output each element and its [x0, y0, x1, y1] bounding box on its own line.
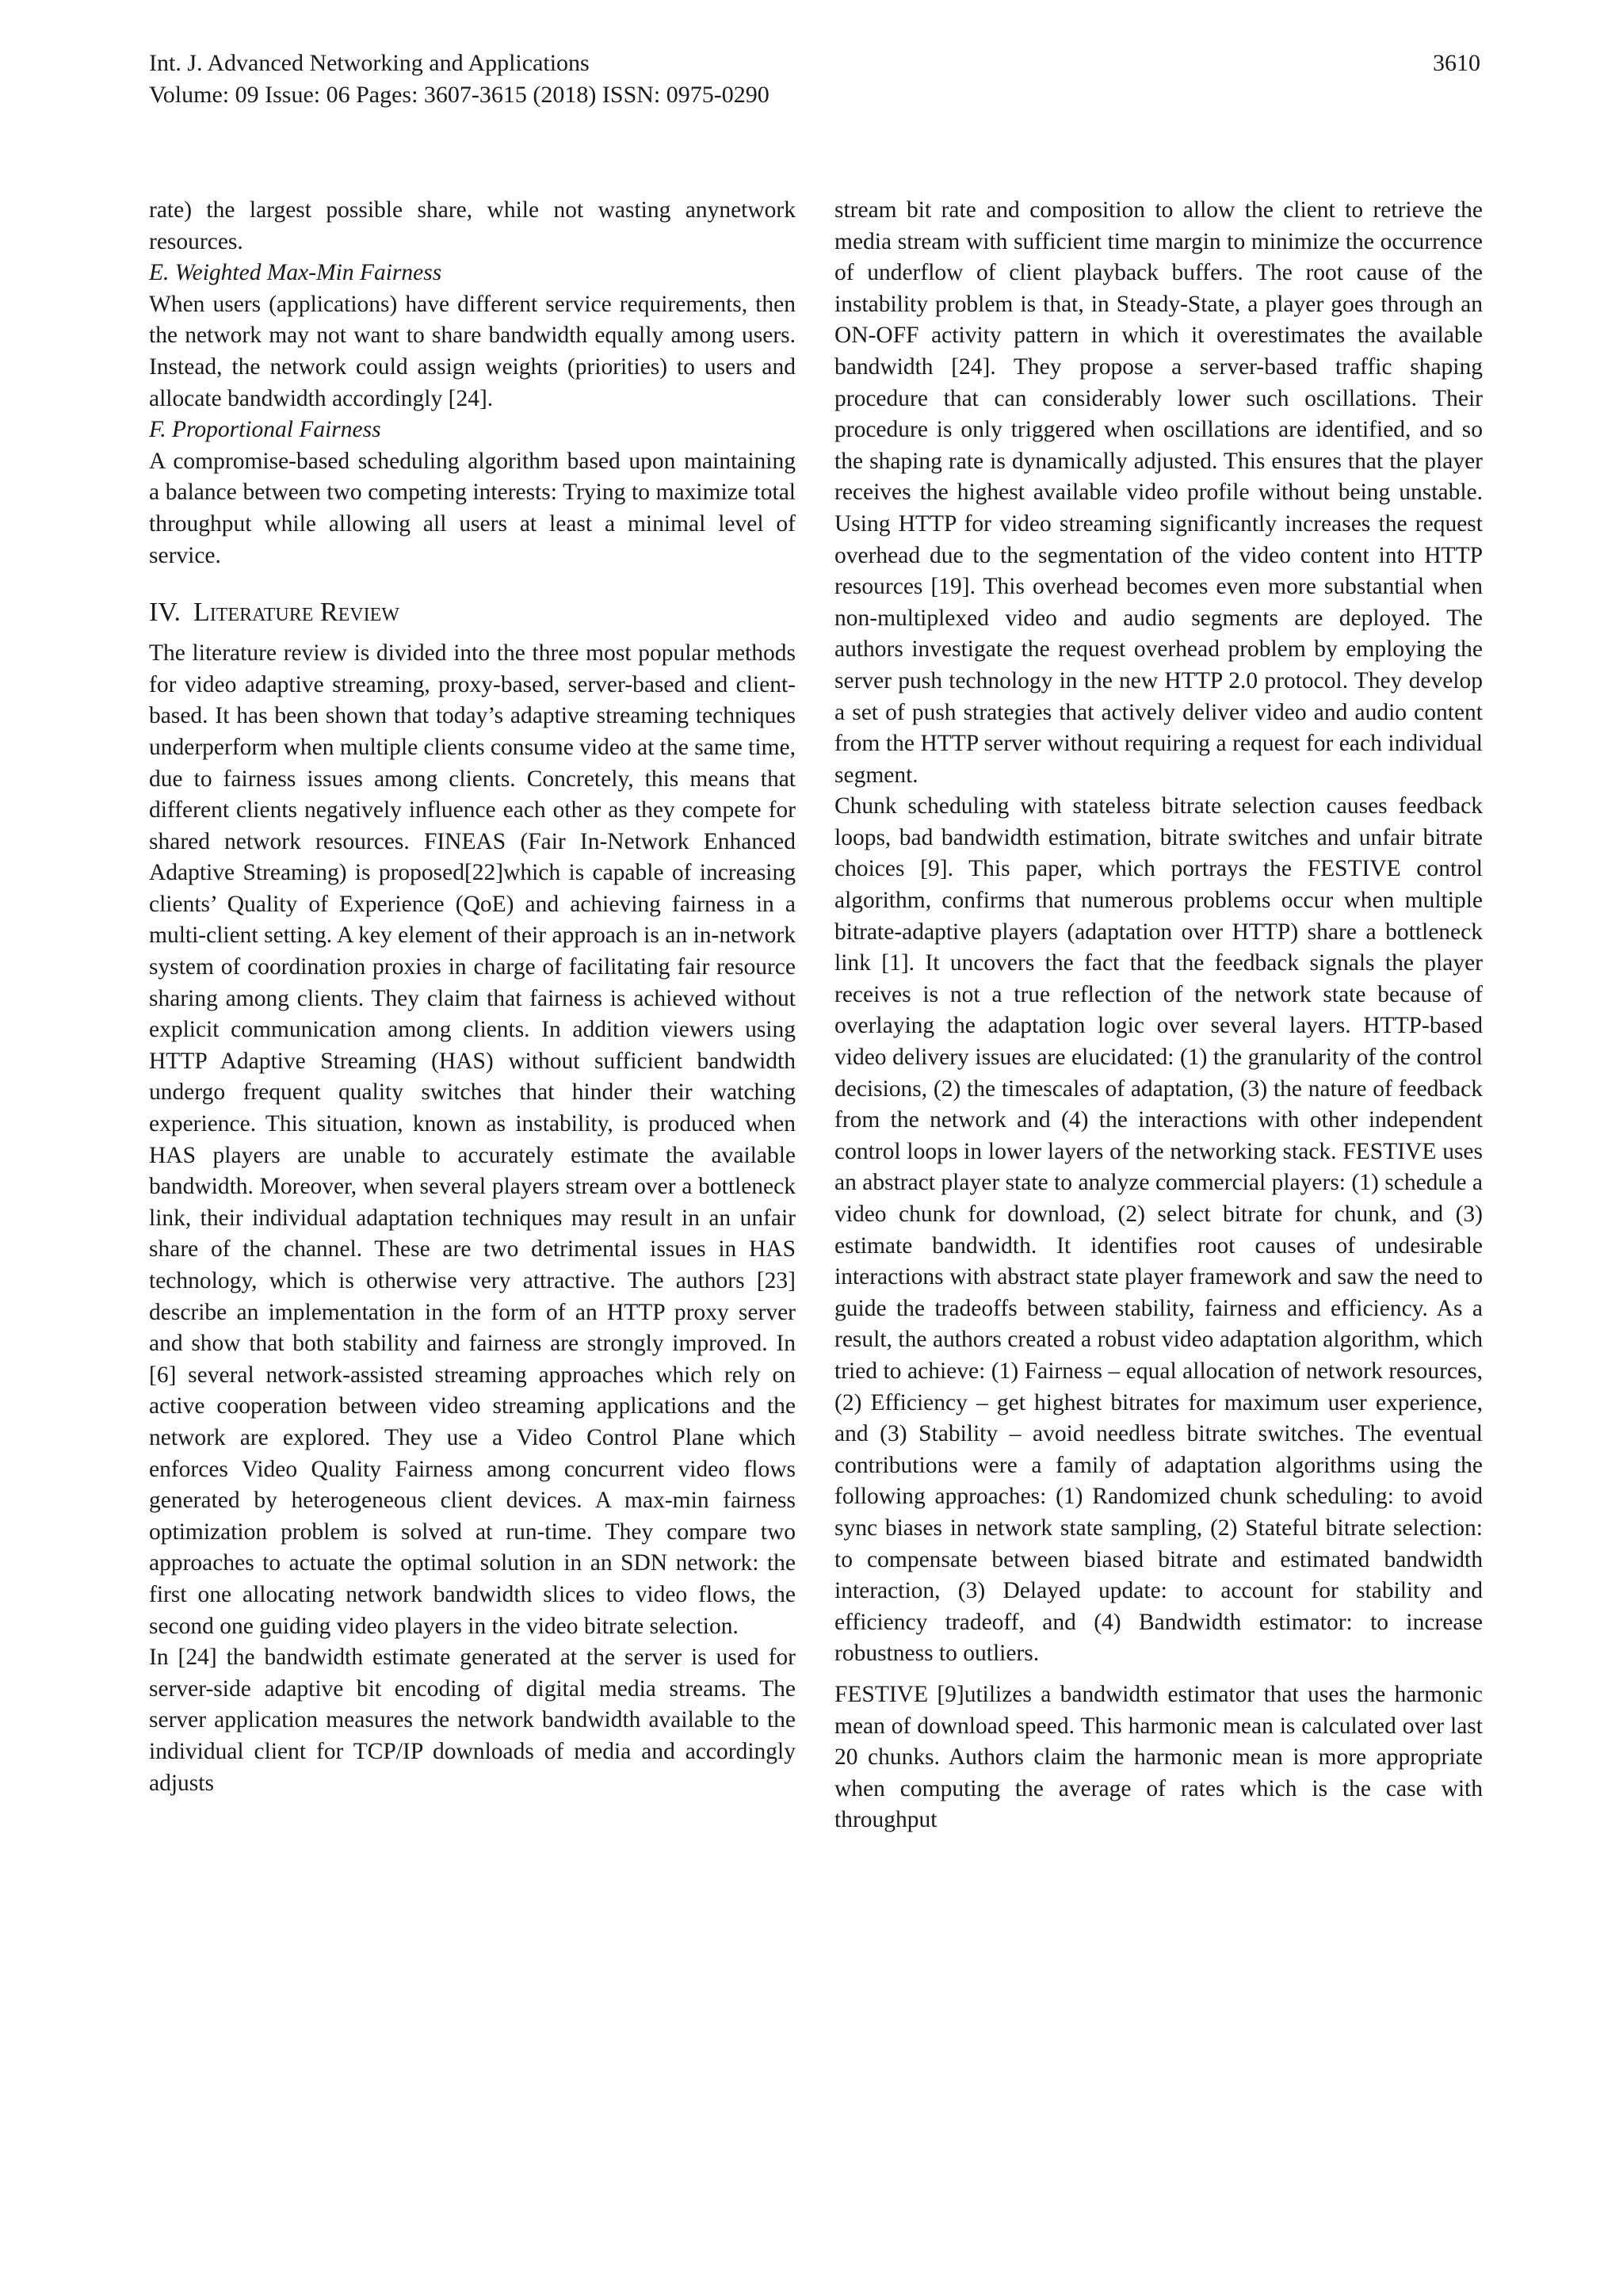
paragraph-right-1: stream bit rate and composition to allow the client to retrieve the media stream with sufficient time margin to minimize the occurrence of underflow of client playback buffers. The root cause of the instability problem is that, in Steady-State, a player goes through an ON-OFF activity pattern in which it overestimates the available bandwidth [24]. They propose a server-based traffic shaping procedure that can considerably lower such oscillations. Their procedure is only triggered when oscillations are identified, and so the shaping rate is dynamically adjusted. This ensures that the player receives the highest available video profile without being unstable. Using HTTP for video streaming significantly increases the request overhead due to the segmentation of the video content into HTTP resources [19]. This overhead becomes even more substantial when non-multiplexed video and audio segments are deployed. The authors investigate the request overhead problem by employing the server push technology in the new HTTP 2.0 protocol. They develop a set of push strategies that actively deliver video and audio content from the HTTP server without requiring a request for each individual segment.: [834, 197, 1483, 788]
paragraph-proportional-fairness: A compromise-based scheduling algorithm based upon maintaining a balance between two competing interests: Trying to maximize total throughput while allowing all users at least a minimal level of service.: [149, 448, 796, 568]
paragraph-right-2: Chunk scheduling with stateless bitrate selection causes feedback loops, bad bandwidth estimation, bitrate switches and unfair bitrate choices [9]. This paper, which portrays the FESTIVE control algorithm, confirms that numerous problems occur when multiple bitrate-adaptive players (adaptation over HTTP) share a bottleneck link [1]. It uncovers the fact that the feedback signals the player receives is not a true reflection of the network state because of overlaying the adaptation logic over several layers. HTTP-based video delivery issues are elucidated: (1) the granularity of the control decisions, (2) the timescales of adaptation, (3) the nature of feedback from the network and (4) the interactions with other independent control loops in lower layers of the networking stack. FESTIVE uses an abstract player state to analyze commercial players: (1) schedule a video chunk for download, (2) select bitrate for chunk, and (3) estimate bandwidth. It identifies root causes of undesirable interactions with abstract state player framework and saw the need to guide the tradeoffs between stability, fairness and efficiency. As a result, the authors created a robust video adaptation algorithm, which tried to achieve: (1) Fairness – equal allocation of network resources, (2) Efficiency – get highest bitrates for maximum user experience, and (3) Stability – avoid needless bitrate switches. The eventual contributions were a family of adaptation algorithms using the following approaches: (1) Randomized chunk scheduling: to avoid sync biases in network state sampling, (2) Stateful bitrate selection: to compensate between biased bitrate and estimated bandwidth interaction, (3) Delayed update: to account for stability and efficiency tradeoff, and (4) Bandwidth estimator: to increase robustness to outliers.: [834, 793, 1483, 1667]
paragraph-literature-2: In [24] the bandwidth estimate generated at the server is used for server-side adaptive bit encoding of digital media streams. The server application measures the network bandwidth available to the individual client for TCP/IP downloads of media and accordingly adjusts: [149, 1645, 796, 1796]
paragraph-literature-1: The literature review is divided into the three most popular methods for video adaptive streaming, proxy-based, server-based and client-based. It has been shown that today’s adaptive streaming techniques underperform when multiple clients consume video at the same time, due to fairness issues among clients. Concretely, this means that different clients negatively influence each other as they compete for shared network resources. FINEAS (Fair In-Network Enhanced Adaptive Streaming) is proposed[22]which is capable of increasing clients’ Quality of Experience (QoE) and achieving fairness in a multi-client setting. A key element of their approach is an in-network system of coordination proxies in charge of facilitating fair resource sharing among clients. They claim that fairness is achieved without explicit communication among clients. In addition viewers using HTTP Adaptive Streaming (HAS) without sufficient bandwidth undergo frequent quality switches that hinder their watching experience. This situation, known as instability, is produced when HAS players are unable to accurately estimate the available bandwidth. Moreover, when several players stream over a bottleneck link, their individual adaptation techniques may result in an unfair share of the channel. These are two detrimental issues in HAS technology, which is otherwise very attractive. The authors [23] describe an implementation in the form of an HTTP proxy server and show that both stability and fairness are strongly improved. In [6] several network-assisted streaming approaches which rely on active cooperation between video streaming applications and the network are explored. They use a Video Control Plane which enforces Video Quality Fairness among concurrent video flows generated by heterogeneous client devices. A max-min fairness optimization problem is solved at run-time. They compare two approaches to actuate the optimal solution in an SDN network: the first one allocating network bandwidth slices to video flows, the second one guiding video players in the video bitrate selection.: [149, 640, 796, 1639]
subsection-heading-e: E. Weighted Max-Min Fairness: [149, 260, 442, 286]
subsection-heading-f: F. Proportional Fairness: [149, 417, 381, 443]
right-column: [834, 195, 1483, 1836]
section-heading: [149, 595, 796, 630]
left-column: [149, 195, 796, 1799]
section-number: IV.: [149, 598, 181, 628]
volume-info: Volume: 09 Issue: 06 Pages: 3607-3615 (2018) ISSN: 0975-0290: [149, 82, 769, 108]
section-title: Literature Review: [193, 598, 399, 628]
paragraph-intro: rate) the largest possible share, while not wasting anynetwork resources.: [149, 197, 796, 254]
paragraph-right-3: FESTIVE [9]utilizes a bandwidth estimator that uses the harmonic mean of download speed. This harmonic mean is calculated over last 20 chunks. Authors claim the harmonic mean is more appropriate when computing the average of rates which is the case with throughput: [834, 1681, 1483, 1833]
paragraph-weighted-fairness: When users (applications) have different service requirements, then the network may not want to share bandwidth equally among users. Instead, the network could assign weights (priorities) to users and allocate bandwidth accordingly [24].: [149, 291, 796, 411]
page-header: [149, 48, 1480, 111]
journal-title: Int. J. Advanced Networking and Applications: [149, 50, 590, 76]
page-number: 3610: [1433, 50, 1480, 76]
